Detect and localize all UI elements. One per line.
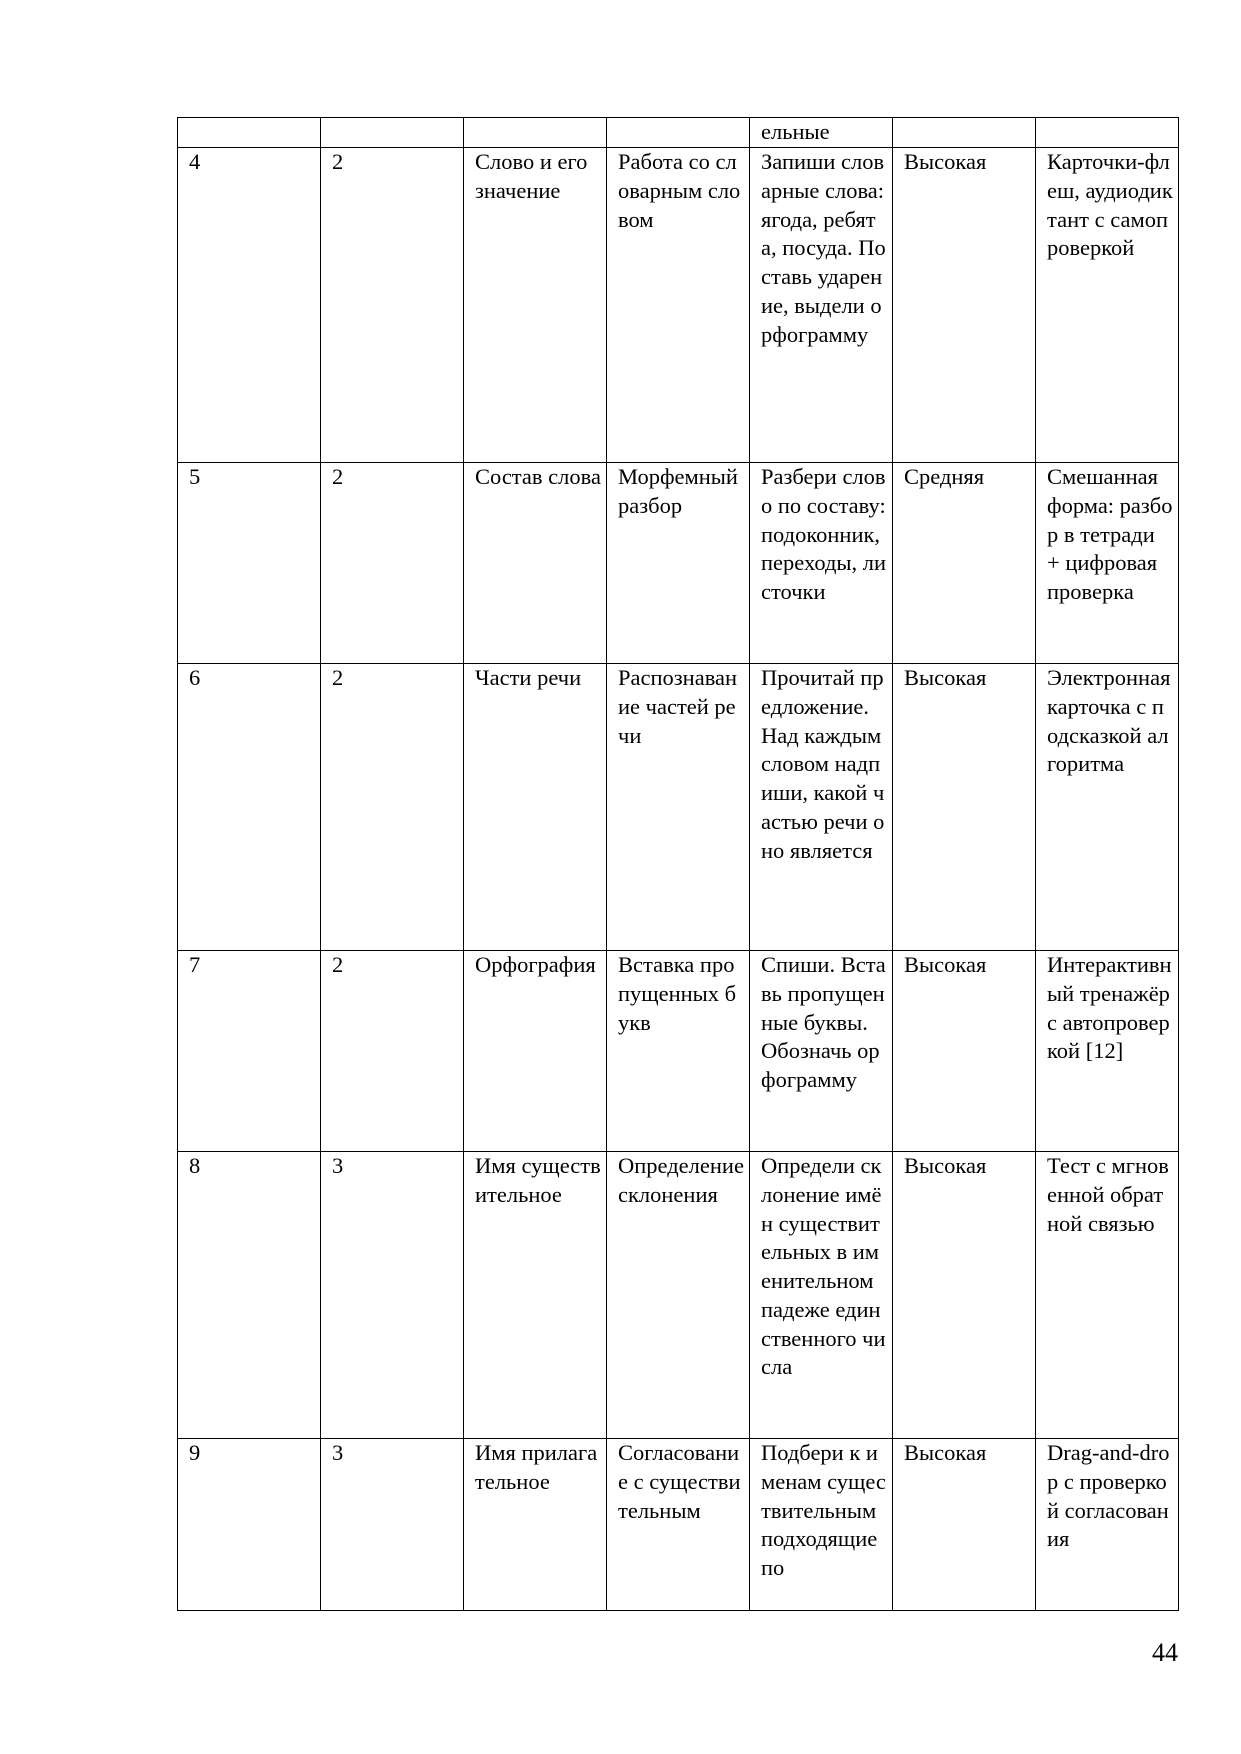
cell-activity: Распознавание частей речи: [607, 664, 750, 951]
cell-task: Спиши. Вставь пропущенные буквы. Обозначь орфограмму: [750, 951, 893, 1152]
cell-topic: Части речи: [464, 664, 607, 951]
cell-num: 8: [178, 1152, 321, 1439]
cell-week: [321, 118, 464, 148]
cell-task: Прочитай предложение. Над каждым словом надпиши, какой частью речи оно является: [750, 664, 893, 951]
cell-week: 3: [321, 1152, 464, 1439]
cell-task: ельные: [750, 118, 893, 148]
cell-task: Разбери слово по составу: подоконник, переходы, листочки: [750, 463, 893, 664]
cell-activity: Согласование с существительным: [607, 1439, 750, 1611]
cell-format: Интерактивный тренажёр с автопроверкой [12]: [1036, 951, 1179, 1152]
table-row: [178, 951, 1179, 1152]
table-row: [178, 118, 1179, 148]
lesson-plan-table: [177, 117, 1179, 1611]
cell-format: [1036, 118, 1179, 148]
cell-activity: Вставка пропущенных букв: [607, 951, 750, 1152]
cell-level: Высокая: [893, 664, 1036, 951]
cell-num: 7: [178, 951, 321, 1152]
cell-topic: [464, 118, 607, 148]
table-row: [178, 1439, 1179, 1611]
table-row: [178, 1152, 1179, 1439]
cell-level: Высокая: [893, 148, 1036, 463]
cell-activity: Работа со словарным словом: [607, 148, 750, 463]
cell-topic: Состав слова: [464, 463, 607, 664]
cell-num: 9: [178, 1439, 321, 1611]
cell-week: 2: [321, 664, 464, 951]
table-row: [178, 148, 1179, 463]
cell-week: 2: [321, 463, 464, 664]
cell-format: Тест с мгновенной обратной связью: [1036, 1152, 1179, 1439]
cell-task: Запиши словарные слова: ягода, ребята, посуда. Поставь ударение, выдели орфограмму: [750, 148, 893, 463]
cell-num: 5: [178, 463, 321, 664]
cell-topic: Имя существительное: [464, 1152, 607, 1439]
cell-num: 4: [178, 148, 321, 463]
cell-num: [178, 118, 321, 148]
cell-num: 6: [178, 664, 321, 951]
cell-format: Drag-and-drop с проверкой согласования: [1036, 1439, 1179, 1611]
cell-activity: [607, 118, 750, 148]
cell-level: Высокая: [893, 951, 1036, 1152]
cell-format: Электронная карточка с подсказкой алгоритма: [1036, 664, 1179, 951]
table-row: [178, 463, 1179, 664]
page-number: 44: [1152, 1638, 1178, 1667]
cell-task: Определи склонение имён существительных в именительном падеже единственного числа: [750, 1152, 893, 1439]
cell-topic: Орфография: [464, 951, 607, 1152]
cell-activity: Морфемный разбор: [607, 463, 750, 664]
cell-level: [893, 118, 1036, 148]
cell-topic: Имя прилагательное: [464, 1439, 607, 1611]
cell-format: Карточки-флеш, аудиодиктант с самопроверкой: [1036, 148, 1179, 463]
table-row: [178, 664, 1179, 951]
cell-level: Средняя: [893, 463, 1036, 664]
cell-week: 2: [321, 148, 464, 463]
cell-week: 2: [321, 951, 464, 1152]
cell-task: Подбери к именам существительным подходящие по: [750, 1439, 893, 1611]
cell-topic: Слово и его значение: [464, 148, 607, 463]
cell-activity: Определение склонения: [607, 1152, 750, 1439]
cell-format: Смешанная форма: разбор в тетради + цифровая проверка: [1036, 463, 1179, 664]
cell-level: Высокая: [893, 1152, 1036, 1439]
table-body: [178, 118, 1179, 1611]
cell-level: Высокая: [893, 1439, 1036, 1611]
cell-week: 3: [321, 1439, 464, 1611]
